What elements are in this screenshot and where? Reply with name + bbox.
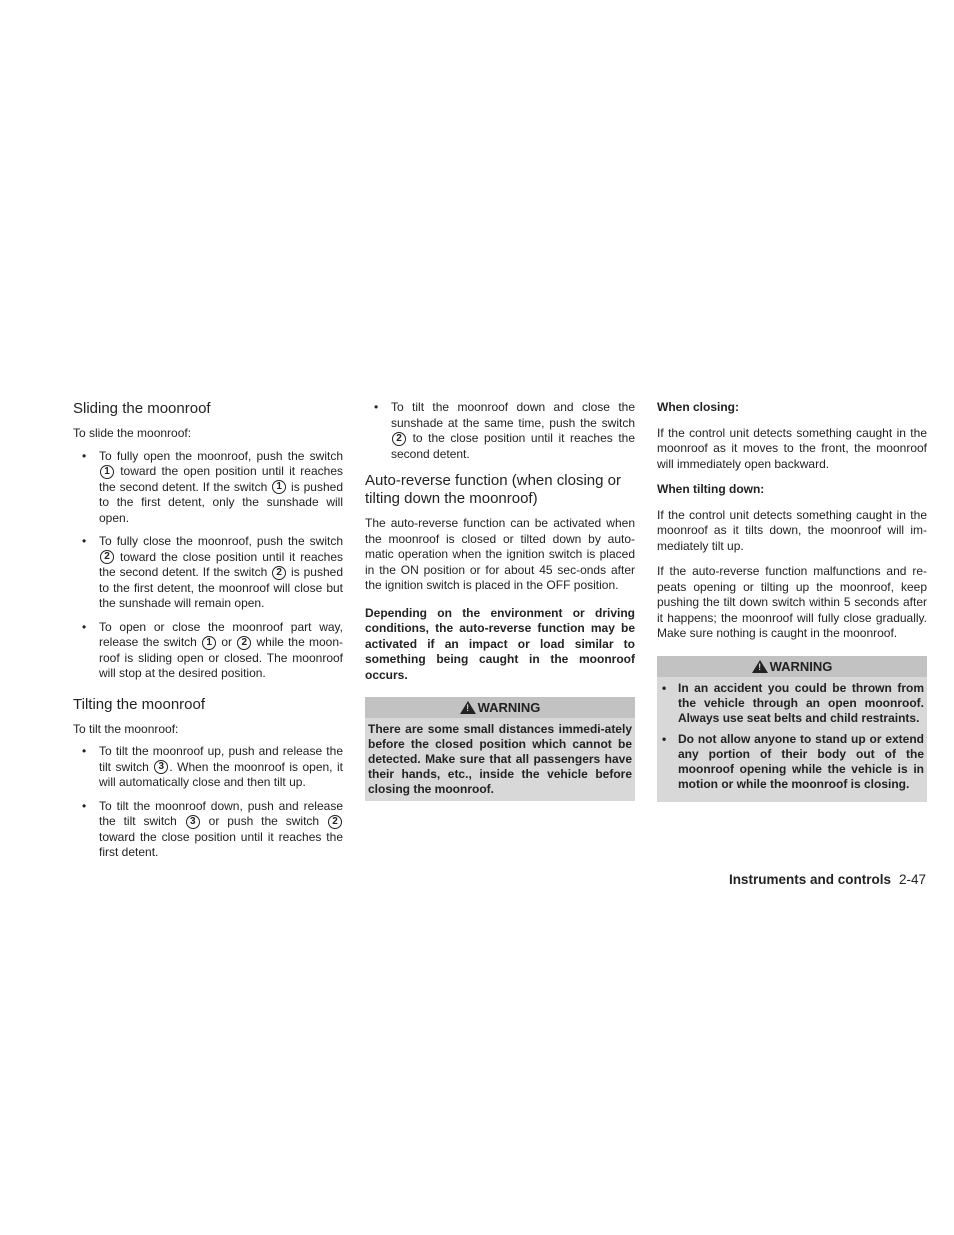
heading-tilting: Tilting the moonroof [73,695,206,713]
heading-sliding: Sliding the moonroof [73,400,211,417]
warning-title: WARNING [769,658,833,674]
warning-header [365,697,635,718]
column-3 [657,400,927,802]
list-item [73,620,343,682]
list-item-text: or push the switch [200,814,327,828]
auto-reverse-paragraph: The auto-reverse function can be activated when the moonroof is closed or tilted down by auto-matic operation when the ignition switch is placed in the ON position or for about 45 sec-onds after the ignition switch is placed in the OFF position. [365,516,635,592]
bullet-list-tilting [73,744,343,861]
bullet-icon: • [662,680,667,695]
bullet-icon: • [662,731,667,746]
list-item-text: toward the close position until it reaches the first detent. [99,829,343,859]
warning-triangle-icon: ! [460,701,476,714]
list-item [365,400,635,462]
list-item [660,732,924,792]
list-item-text: is pushed to the first detent, the moonroof will close but the sunshade will remain open. [99,565,343,610]
list-item [73,449,343,527]
list-item-text: . When the moonroof is open, it will automatically close and then tilt up. [99,759,343,789]
intro-sliding: To slide the moonroof: [73,426,192,440]
list-item [73,534,343,612]
list-item-text: or [217,635,237,649]
column-2 [365,400,635,801]
switch-number-icon: 2 [237,636,251,650]
list-item-text: to the close position until it reaches the second detent. [391,431,635,461]
paragraph-when-closing: If the control unit detects something caught in the moonroof as it moves to the front, the moonroof will immediately open backward. [657,425,927,471]
warning-box [365,697,635,801]
warning-title: WARNING [477,700,541,715]
bullet-list-tilt-sunshade [365,400,635,462]
list-item-text: To fully open the moonroof, push the switch [99,448,343,463]
paragraph-when-tilting: If the control unit detects something caught in the moonroof as it tilts down, the moonroof will im-mediately tilt up. [657,507,927,553]
list-item-text: To open or close the moonroof part way, release the switch [99,619,343,649]
list-item-text: To tilt the moonroof down, push and release the tilt switch [99,798,343,828]
bullet-icon: • [82,798,87,813]
bullet-icon: • [82,534,87,548]
switch-number-icon: 1 [100,465,114,479]
list-item-text: while the moon-roof is sliding open or closed. The moonroof will stop at the desired position. [99,635,343,680]
list-item-text: toward the open position until it reaches the second detent. If the switch [99,464,343,494]
bullet-icon: • [82,744,87,758]
list-item-text: To fully close the moonroof, push the switch [99,534,343,548]
subheading-when-closing: When closing: [657,400,739,414]
switch-number-icon: 3 [154,760,168,774]
intro-tilting: To tilt the moonroof: [73,721,179,736]
switch-number-icon: 2 [328,815,342,829]
list-item [73,744,343,791]
paragraph-malfunction: If the auto-reverse function malfunctions and re-peats opening or tilting up the moonroof, keep pushing the tilt down switch within 5 seconds after it happens; the moonroof will fully close gradually. Make sure nothing is caught in the moonroof. [657,564,927,640]
bullet-icon: • [82,448,87,463]
list-item-text: To tilt the moonroof down and close the sunshade at the same time, push the switch [391,400,635,430]
bullet-icon: • [374,400,379,414]
list-item [73,799,343,861]
list-item-text: is pushed to the first detent, only the sunshade will open. [99,479,343,525]
warning-text: There are some small distances immedi-ately before the closed position which cannot be detected. Make sure that all passengers have their hands, etc., inside the vehicle before closing the moonroof. [368,722,632,796]
bullet-list-sliding [73,449,343,682]
warning-header [657,656,927,677]
column-1 [73,400,343,869]
list-item [660,681,924,726]
switch-number-icon: 2 [100,550,114,564]
auto-reverse-bold-paragraph: Depending on the environment or driving conditions, the auto-reverse function may be activated if an impact or load similar to something being caught in the moonroof occurs. [365,605,635,682]
page-number: 2-47 [898,872,926,887]
list-item-text: toward the close position until it reaches the second detent. If the switch [99,549,343,579]
list-item-text: Do not allow anyone to stand up or extend any portion of their body out of the moonroof opening while the vehicle is in motion or while the moonroof is closing. [678,731,924,791]
subheading-when-tilting: When tilting down: [657,482,765,496]
list-item-text: In an accident you could be thrown from the vehicle through an open moonroof. Always use seat belts and child restraints. [678,680,924,725]
switch-number-icon: 2 [272,566,286,580]
switch-number-icon: 2 [392,432,406,446]
switch-number-icon: 1 [202,636,216,650]
warning-box [657,656,927,802]
switch-number-icon: 3 [186,815,200,829]
warning-triangle-icon: ! [752,660,768,673]
footer-section: Instruments and controls [728,872,891,887]
warning-list [660,681,924,792]
switch-number-icon: 1 [272,480,286,494]
page-footer [729,872,926,887]
list-item-text: To tilt the moonroof up, push and release the tilt switch [99,744,343,774]
heading-auto-reverse: Auto-reverse function (when closing or tilting down the moonroof) [365,472,621,507]
bullet-icon: • [82,619,87,634]
